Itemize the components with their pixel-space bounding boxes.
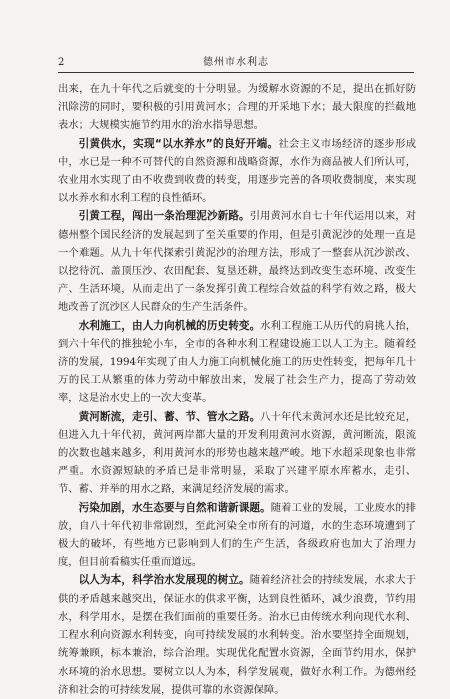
paragraph-heading: 以人为本，科学治水发展现的树立。: [78, 574, 250, 587]
paragraph: [58, 207, 416, 316]
paragraph-text: 随着工业的发展，工业废水的排放，自八十年代初非常剧烈，至此河染全市所有的河道，水的生态环境遭到了极大的破坏，有些地方已影响到人们的生产生活，各级政府也加大了治理力度，但目前看稿实任重而道远。: [58, 501, 417, 569]
paragraph-heading: 引黄供水，实现“以水养水”的良好开端。: [78, 137, 279, 150]
paragraph: [58, 408, 416, 499]
paragraph-text: 水利工程施工从历代的肩挑人抬，到六十年代的推独轮小车，全市的各种水利工程建设施工以人工为主。随着经济的发展，1994年实现了由人力施工向机械化施工的历史性转变，把每年几十万的民工从繁重的体力劳动中解放出来，发展了社会生产力，提高了劳动效率，这是治水史上的一次大变革。: [58, 319, 417, 405]
paragraph: [58, 80, 416, 135]
paragraph-heading: 黄河断流，走引、蓄、节、管水之路。: [78, 410, 261, 423]
paragraph-text: 引用黄河水自七十年代运用以来，对德州整个国民经济的发展起到了至关重要的作用，但是引黄泥沙的处理一直是一个难题。从九十年代探索引黄泥沙的治理方法，形成了一整套从沉沙淤改、以挖待沉、盖顶压沙、农田配套、复垦还耕，最终达到改变生态环境、改变生产、生活环境，从而走出了一条发挥引黄工程综合效益的科学有效之路，极大地改善了沉沙区人民群众的生产生活条件。: [58, 210, 417, 314]
paragraph: [58, 499, 416, 572]
paragraph-heading: 污染加剧，水生态要与自然和谐新课题。: [78, 501, 271, 514]
body-text: [58, 80, 416, 699]
page-number: 2: [58, 57, 65, 68]
paragraph-text: 出来，在九十年代之后就变的十分明显。为缓解水资源的不足，提出在抓好防汛除涝的同时，要积极的引用黄河水；合理的开采地下水；最大限度的拦截地表水；大规模实施节约用水的治水指导思想。: [58, 83, 416, 132]
paragraph-heading: 水利施工，由人力向机械的历史转变。: [78, 319, 261, 332]
paragraph-text: 随着经济社会的持续发展，水求大于供的矛盾越来越突出，保证水的供求平衡，达到良性循环，减少浪费，节约用水，科学用水，是摆在我们面前的重要任务。治水已由传统水利向现代水利、工程水利向资源水利转变，向可持续发展的水利转变。治水要坚持全面规划，统筹兼顾，标本兼治，综合治理。实现优化配置水资源，全面节约用水，保护水环境的治水思想。要树立以人为本，科学发展观，做好水利工作。为德州经济和社会的可持续发展，提供可靠的水资源保障。: [58, 574, 417, 696]
paragraph-text: 八十年代末黄河水还是比较充足，但进入九十年代初，黄河两岸都大量的开发利用黄河水资源，黄河断流，限流的次数也越来越多，利用黄河水的形势也越来越严峻。地下水超采现象也非常严重。水资源短缺的矛盾已是非常明显，采取了兴建平原水库蓄水，走引、节、蓄、并举的用水之路，来满足经济发展的需求。: [58, 410, 417, 496]
paragraph: [58, 317, 416, 408]
page-header: [58, 56, 414, 73]
running-title: 德州市水利志: [203, 57, 269, 68]
paragraph-text: 社会主义市场经济的逐步形成中，水已是一种不可替代的自然资源和战略资源，水作为商品被人们所认可，农业用水实现了由不收费到收费的转变，用逐步完善的各项收费制度，来实现以水养水和水利工程的良性循环。: [58, 137, 416, 205]
paragraph: [58, 135, 416, 208]
paragraph-heading: 引黄工程，闯出一条治理泥沙新路。: [78, 210, 250, 223]
paragraph: [58, 571, 416, 698]
